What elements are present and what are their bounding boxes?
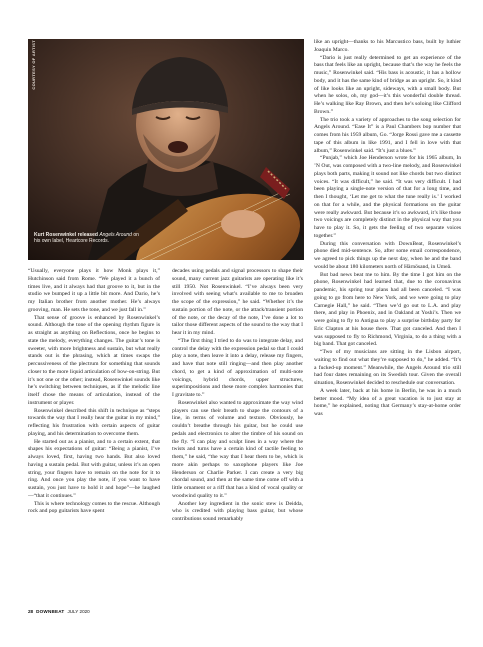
guitarist-photo-illustration [28,39,304,260]
article-column-middle [172,268,303,604]
article-paragraph: Rosenwinkel described this shift in technique as “steps towards the way that I really hear the guitar in my mind,” reflecting his frustration with certain aspects of guitar playing, and his determination to overcome them. [28,407,160,437]
article-paragraph: This is where technology comes to the rescue. Although rock and pop guitarists have spent [28,500,160,515]
caption-name: Kurt Rosenwinkel released [34,232,98,238]
photo-credit: COURTESY OF ARTIST [30,40,36,90]
article-paragraph: “Dario is just really determined to get an experience of the bass that feels like an upright, because that’s the way he feels the music,” Rosenwinkel said. “His bass is acoustic, it has a hollow body, and it has the same kind of bridge as an upright. So, it kind of like looks like an upright, sideways, with a small body. But when he solos, oh, my god—it’s this wonderful double thread. He’s walking like Ray Brown, and then he’s soloing like Clifford Brown.” [314,54,461,115]
caption-album-title: Angels Around [99,232,132,238]
article-paragraph: “The first thing I tried to do was to integrate delay, and control the delay with the expression pedal so that I could play a note, then leave it into a delay, release my fingers, and have that note still ringing—and then play another chord, to get a kind of approximation of multi-note voicings, hybrid chords, upper structures, superimpositions and these more complex harmonies that I gravitate to.” [172,337,303,398]
article-photo [28,39,304,260]
article-paragraph: “Two of my musicians are sitting in the Lisbon airport, waiting to find out what they’re supposed to do,” he added. “It’s a fucked-up moment.” Meanwhile, the Angels Around trio still had four dates remaining on its Swedish tour. Given the overall situation, Rosenwinkel decided to reschedule our conversation. [314,349,461,386]
issue-date: JULY 2020 [67,609,90,614]
article-paragraph: “Usually, everyone plays it how Monk plays it,” Hutchinson said from Rome. “We played it a bunch of times live, and it always had that groove to it, but in the studio we bumped it up a little bit more. And Dario, he’s my Italian brother from another mother. He’s always grooving, man. He sets the tone, and we just fall in.” [28,268,160,313]
photo-caption [34,232,144,244]
article-paragraph: like an upright—thanks to his Marcustico bass, built by luthier Joaquin Marco. [314,39,461,53]
page-footer [28,609,90,614]
article-paragraph: decades using pedals and signal processors to shape their sound, many current jazz guitarists are operating like it’s still 1950. Not Rosenwinkel. “I’ve always been very involved with seeing what’s available to me to broaden the scope of the expression,” he said. “Whether it’s the sustain portion of the note, or the attack/transient portion of the note, or the decay of the note, I’ve done a lot to tailor those different aspects of the sound to the way that I hear it in my mind. [172,268,303,336]
article-column-left [28,268,160,604]
article-paragraph: During this conversation with DownBeat, Rosenwinkel’s phone died mid-sentence. So, after some email correspondence, we agreed to pick things up the next day, when he and the band would be about 180 kilometers north of Härnösand, in Umeå. [314,240,461,270]
article-paragraph: But bad news beat me to him. By the time I got him on the phone, Rosenwinkel had learned that, due to the coronavirus pandemic, his spring tour plans had all been canceled. “I was going to go from here to New York, and we were going to play Carnegie Hall,” he said. “Then we’d go out to L.A. and play there, and play in Phoenix, and in Oakland at Yoshi’s. Then we were going to fly to Antigua to play a surprise birthday party for Eric Clapton at his house there. That got canceled. And then I was supposed to fly to Richmond, Virginia, to do a thing with a big band. That got canceled. [314,271,461,348]
page-number: 28 [28,609,34,614]
article-paragraph: That sense of groove is enhanced by Rosenwinkel’s sound. Although the tone of the opening rhythm figure is as straight as anything on Reflections, once he begins to state the melody, everything changes. The guitar’s tone is sweeter, with more brightness and sustain, but what really stands out is the phrasing, which at times swaps the percussiveness of the plectrum for something that sounds closer to the more liquid articulation of bow-on-string. But it’s not one or the other; instead, Rosenwinkel sounds like he’s switching between techniques, as if the melodic line itself chose the means of articulation, instead of the instrument or player. [28,314,160,406]
article-paragraph: Rosenwinkel also wanted to approximate the way wind players can use their breath to shape the contours of a line, in terms of volume and texture. Obviously, he couldn’t breathe through his guitar, but he could use pedals and electronics to alter the timbre of his sound on the fly. “I can play and sculpt lines in a way where the twists and turns have a certain kind of tactile feeling to them,” he said, “the way that I hear them to be, which is more akin perhaps to saxophone players like Joe Henderson or Charlie Parker. I can create a very big chordal sound, and then at the same time come off with a little ornament or a riff that has a kind of vocal quality or woodwind quality to it.” [172,399,303,499]
caption-rest: on his own label, Heartcore Records. [34,232,139,245]
magazine-name: DOWNBEAT [36,609,65,614]
article-column-right [314,39,461,600]
article-paragraph: The trio took a variety of approaches to the song selection for Angels Around. “Ease It” is a Paul Chambers bop number that comes from his 1959 album, Go. “Jorge Rossi gave me a cassette tape of this album in like 1991, and I fell in love with that album,” Rosenwinkel said. “It’s just a blues.” [314,116,461,154]
article-paragraph: He started out as a pianist, and to a certain extent, that shapes his expectations of guitar: “Being a pianist, I’ve always loved, first, having two hands. But also loved having a sustain pedal. But with guitar, unless it’s an open string, your fingers have to remain on the note for it to ring. And once you play the note, if you want to have sustain, you just have to hold it and hope”—he laughed—“that it continues.” [28,438,160,499]
article-paragraph: A week later, back at his home in Berlin, he was in a much better mood. “My idea of a great vacation is to just stay at home,” he explained, noting that Germany’s stay-at-home order was [314,387,461,417]
article-paragraph: Another key ingredient in the sonic stew is Deidda, who is credited with playing bass guitar, but whose contributions sound remarkably [172,500,303,522]
article-paragraph: “Punjab,” which Joe Henderson wrote for his 1965 album, In ’N Out, was composed with a two-line melody, and Rosenwinkel plays both parts, making it sound not like chords but two distinct voices. “It was difficult,” he said. “It was very difficult. I had been playing a single-note version of that for a long time, and then I thought, ‘Let me get to what the tune really is.’ I worked on that for a while, and the physical formations on the guitar were really awkward. But because it’s so awkward, it’s like those two voicings are completely distinct in the physical way that you have to play it. So, it gets the feeling of two separate voices together.” [314,155,461,239]
